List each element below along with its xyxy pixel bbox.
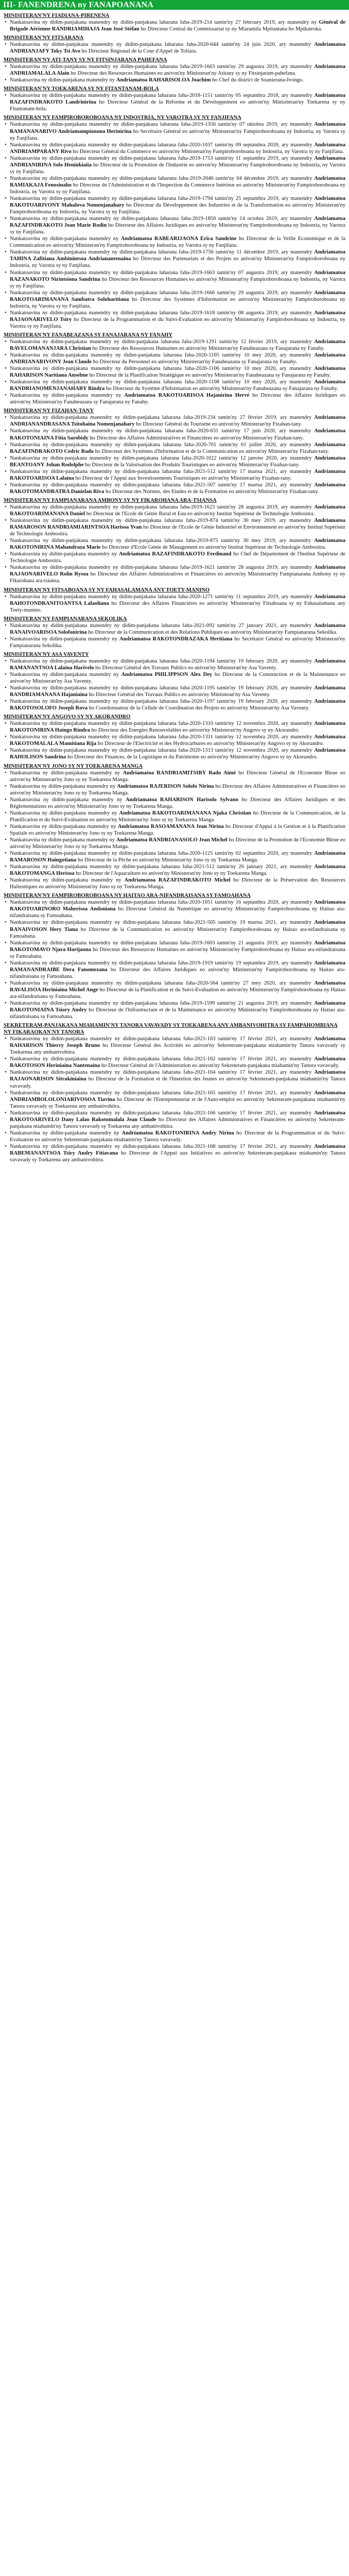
appointee-name: Andriamatoa RANDRIAMANANA Hajaniaina [10,685,345,698]
appointee-name: Andriamatoa RAKOTOARIMANANA Njaka Christian [119,810,251,816]
position-text: ho Chef du district de Soanierana-Ivongo. [211,77,304,83]
position-text: ho Secrétaire Général eo anivon'ny Ministeran'ny Fampiroboroboana ny Indostria, ny Varotra sy ny Fanjifana. [10,128,345,141]
position-text: ho Directeur Général des Activités eo anivon'ny Sekreteram-panjakana miahamin'ny Tanora vavavady sy Toekarena any ambanivohitra. [10,1043,345,1056]
decree-text: Nankatoavina ny didim-panjakana manendry ny [10,551,119,557]
position-text: ho Directeur des Ressources Humaines eo anivon'ny Ministeran'ny Fanabeazana sy Fanajarana ny Fanahy. [91,345,325,351]
appointment-entry [4,919,345,939]
position-text: ho Directeur du Développement des Industries et de la Transformation eo anivon'ny Ministeran'ny Fampiroboroboana ny Indostria, ny Varotra sy ny Fanjifana. [10,202,345,215]
decree-text: Nankatoavina ny didim-panjakana manendry ny didim-panjakana laharana faha-2020-564 tamin'ny 27 mey 2020, ary manendry [10,980,315,986]
appointee-name: Andriamatoa RAKOTOMANDRATRA Danielan Riva [10,482,345,495]
position-text: ho Directeur de la Préservation des Ressources Halieutiques eo anivon'ny Ministeran'ny Jono sy ny Toekarena Manga. [10,877,346,890]
decree-text: Nankatoavina ny didim-panjakana manendry ny didim-panjakana laharana faha-2020-1197 tamin'ny 19 febroary 2020, ary manendry [10,699,315,705]
position-text: ho Directeur de la Valorisation des Produits Touristiques eo anivon'ny Ministeran'ny Fizahan-tany. [83,462,300,468]
appointee-name: Andriamatoa RAZAFINDRAKOTO Landrinirina [10,93,345,106]
position-text: ho Directeur des Ressources Humaines eo anivon'ny Ministeran'ny Atitany sy ny Fitsinjaram-pahefana. [69,71,296,77]
appointment-entry [4,698,345,711]
appointment-entry [4,428,345,441]
position-text: ho Directeur du Personnel eo anivon'ny Ministeran'ny Fanabeazana sy Fanajarana ny Fanahy. [91,359,297,365]
appointment-entry [4,517,345,537]
appointment-entry [4,747,345,760]
appointment-entry [4,551,345,564]
appointee-name: Andriamatoa RAJAONARIVELO Tsiry [10,310,345,323]
decree-text: Nankatoavina ny didim-panjakana manendry ny [10,823,118,829]
appointment-entry [4,379,345,392]
appointment-entry [4,442,345,455]
appointment-entry [4,352,345,365]
decree-text: Nankatoavina ny didim-panjakana manendry ny [10,1130,122,1136]
appointee-name: Andriamatoa RAKOTOSON Heriniaina Nantenaina [10,1056,345,1069]
appointment-entry [4,671,345,685]
appointee-name: Andriamatoa RAKOTONIRINA Mahandraza Marie [10,538,345,551]
decree-text: Nankatoavina ny didim-panjakana manendry ny didim-panjakana laharana faha-2019-1663 tamin'ny 29 augustra 2019, ary manendry [10,64,315,70]
appointee-name: Andriamatoa ANDRIAMALALA Alain [10,64,345,77]
position-text: ho Directeur Général du Numérique eo anivon'ny Ministeran'ny Fampiroboroboana ny Haitao ara-nifandraisana sy Famoahana. [10,906,345,919]
ministry-title: MINISITERAN'NY JONO SY NY TOEKARENA MANGA [4,763,143,769]
decree-text: Nankatoavina ny didim-panjakana manendry ny didim-panjakana laharana faha-2019-1919 tamin'ny 19 septambra 2019, ary manendry [10,960,315,966]
appointment-entry [4,504,345,517]
position-text: ho Directeur de la Pêche eo anivon'ny Ministeran'ny Jono sy ny Toekarena Manga. [76,857,258,863]
appointee-name: Andriamatoa RAMANANDRAIBE Dera Fanomezana [10,960,345,973]
appointment-entry [4,121,345,141]
position-text: ho Directeur des Ressources Humaines eo anivon'ny Ministeran'ny Fampiroboroboana ny Haitao ara-nifandraisana sy Famoahana. [10,946,346,959]
appointment-entry [4,685,345,698]
appointee-name: Andriamatoa RAZAFINDRAKOTO Jean Marie Rodin [10,216,345,229]
position-text: ho Directeur de la Veille Economique et de la Communication eo anivon'ny Ministeran'ny Fampiroboroboana ny Indostria, ny Varotra sy ny Fanjifana. [10,236,345,249]
appointee-name: Andriamatoa RAKOTOARIMANANA Daniel [10,504,345,517]
position-text: ho Directeur des Affaires Administratives et Financières eo anivon'ny Sekreteram-panjakana miahamin'ny Tanora vavavady sy Toekarena any ambanivohitra. [10,1116,345,1129]
position-text: ho Directeur de l'Electricité et des Hydrocarbures eo anivon'ny Ministeran'ny Angovo sy ny Akorandro. [96,741,324,747]
decree-text: Nankatoavina ny didim-panjakana manendry ny [10,393,125,399]
position-text: ho Directeur de la Promotion de l'Economie Bleue eo anivon'ny Ministeran'ny Jono sy ny Toekarena Manga. [10,837,345,850]
decree-text: Nankatoavina ny didim-panjakana manendry ny didim-panjakana laharana faha-2019-1618 tamin'ny 08 augustra 2019, ary manendry [10,310,315,316]
decree-text: Nankatoavina ny didim-panjakana manendry ny didim-panjakana laharana faha-2019-1794 tamin'ny 25 septambra 2019, ary manendry [10,195,315,201]
position-text: ho Directeur des Affaires Financières eo anivon'ny Ministeran'ny Fitsaboana sy ny Fahasalamana any Toety-manino. [10,600,345,613]
appointee-name: Andriamatoa ANDRIANARIVONY Jean Claude [10,352,345,365]
position-text: ho Directeur Général du Tourisme eo anivon'ny Ministeran'ny Fizahan-tany. [134,421,302,428]
appointment-entry [4,468,345,482]
appointment-entry [4,142,345,155]
appointee-name: Andriamatoa RAKOTONDRAZAKA Heritiana [119,636,233,642]
ministry-title: SEKRETERAM-PANJAKANA MIAHAMIN'NY TANORA VAVAVADY SY TOEKARENA ANY AMBANIVOHITRA SY FAMPAHOMBIANA NY FIKARAOKAN'NY TANORA [4,1023,338,1036]
appointment-entry [4,1036,345,1056]
position-text: ho Chef de Département de l'Institut Supérieur de Technologie Ambositra. [10,551,346,564]
ministry-title: MINISITERAN'NY ASA VAVENTY [4,651,89,657]
position-text: ho Directeur des Systèmes d'Information et de la Communication eo anivon'ny Ministeran'ny Fizahan-tany. [93,448,329,454]
decree-text: Nankatoavina ny didim-panjakana manendry ny didim-panjakana laharana faha-2020-1108 tamin'ny 10 mey 2020, ary manendry [10,379,315,385]
position-text: ho Directeur Général de l'Economie Bleue eo anivon'ny Ministeran'ny Jono sy ny Toekarena Manga. [10,770,345,783]
appointment-entry [4,622,345,636]
decree-text: Nankatoavina ny didim-panjakana manendry ny didim-panjakana laharana faha-2021-165 tamin'ny 17 février 2021, ary manendry [10,1090,315,1096]
appointment-entry [4,1069,345,1089]
position-text: ho Directeur des Affaires Juridiques eo anivon'ny Ministeran'ny Fampiroboroboana ny Haitao ara-nifandraisana sy Famoahana. [10,967,346,979]
appointee-name: Andriamatoa RAHARISOLOA Joachim [116,77,211,83]
position-text: ho Directeur des Affaires Juridiques eo anivon'ny Ministeran'ny Fanabeazana sy Fanajarana ny Fanahy. [10,393,345,405]
decree-text: Nankatoavina ny didim-panjakana manendry ny didim-panjakana laharana faha-2020-701 tamin'ny 01 juillet 2020, ary manendry [10,442,315,448]
decree-text: Nankatoavina ny didim-panjakana manendry ny [10,837,116,843]
appointment-entry [4,960,345,980]
appointee-name: Andriamatoa RAKOTONIRINA Haingo Rindra [10,721,345,734]
appointee-name: Andriamatoa RAKOTOSOLOFO Joseph Rova [10,699,345,711]
appointee-name: Andriamatoa RAKOTOARIVONY Mahalova Nomenjanahary [10,195,345,209]
appointee-name: Andriamatoa RAKOTOMAVO Njara Harijaona [10,940,345,953]
section-banner: III- FANENDRENA ny FANAPOANANA [0,0,349,10]
appointee-name: Andriamatoa RAMANANTSOA Lalaina Harivelo [10,658,345,671]
position-text: ho Directeur des Affaires Administratives et Financières eo anivon'ny Ministeran'ny Jono sy ny Toekarena Manga. [10,783,346,796]
appointee-name: Andriamatoa RANDRIAMITSIRY Rado Aimé [123,770,236,776]
decree-text: Nankatoavina ny didim-panjakana manendry ny [10,796,126,803]
appointee-name: Andriamatoa RAJERISON Solofo Nirina [117,783,214,789]
appointee-name: Andriamatoa RAMIAKAJA Fenosinaho [10,175,345,188]
appointment-entry [4,850,345,863]
decree-text: Nankatoavina ny didim-panjakana manendry ny didim-panjakana laharana faha-2020-1037 tamin'ny 09 septambra 2020, ary manendry [10,142,315,148]
appointment-entry [4,899,345,919]
appointment-entry [4,837,345,850]
appointment-entry [4,215,345,235]
position-text: ho Directeur de la Construction et de la Maintenance eo anivon'ny Ministeran'ny Asa Vaventy. [10,671,345,684]
decree-text: Nankatoavina ny didim-panjakana manendry ny didim-panjakana laharana faha-2021-512 tamin'ny 26 janoary 2021, ary manendry [10,864,315,870]
position-text: ho Directeur de la Formation et de l'Insertion des Jeunes eo anivon'ny Sekreteram-panjakana miahamin'ny Tanora vavavady. [10,1076,345,1089]
decree-text: Nankatoavina ny didim-panjakana manendry ny didim-panjakana laharana faha-2021-164 tamin'ny 17 février 2021, ary manendry [10,1070,315,1076]
appointment-entry [4,310,345,330]
decree-text: Nankatoavina ny didim-panjakana manendry ny didim-panjakana laharana faha-2021-512 tamin'ny 17 martsa 2021, ary manendry [10,468,315,474]
position-text: ho Directeur d'Appui à la Gestion et à la Planification Spatiale eo anivon'ny Ministeran'ny Jono sy ny Toekarena Manga. [10,823,345,836]
position-text: ho Directeur d'Ecole Génie de Management eo anivon'ny Institut Supérieur de Technologie Ambositra. [100,545,326,551]
decree-text: Nankatoavina ny didim-panjakana manendry ny [10,77,116,83]
appointment-entry [4,594,345,614]
decree-text: Nankatoavina ny didim-panjakana manendry ny didim-panjakana laharana faha-2018-1151 tamin'ny 05 septambra 2018, ary manendry [10,93,315,99]
position-text: ho Directeur de la Programmation et du Suivi-Evaluation eo anivon'ny Sekreteram-panjakana miahamin'ny Tanora vavavady. [10,1130,345,1143]
decree-text: Nankatoavina ny didim-panjakana manendry ny didim-panjakana laharana faha-2020-1125 tamin'ny 02 septambra 2020, ary manendry [10,851,315,857]
position-text: ho Directeur Central du Commissariat sy ny Miaramila Mpitantana ho Mpikatroka. [139,26,322,32]
decree-text: Nankatoavina ny didim-panjakana manendry ny didim-panjakana laharana faha-2019-1603 tamin'ny 21 augustra 2019, ary manendry [10,940,315,946]
decree-text: Nankatoavina ny didim-panjakana manendry ny didim-panjakana laharana faha-2019-1753 tamin'ny 11 septambra 2019, ary manendry [10,155,315,161]
position-text: ho Secrétaire Général eo anivon'ny Ministeran'ny Fampianarana Sekolika. [10,636,346,649]
ministry-title: MINISITERAN'NY FIADIANA-PIRENENA [4,13,110,19]
appointee-name: Andriamatoa RANAIVOARISOA Solofonirina [10,622,345,635]
appointee-name: Andriamatoa RAVALISOA Heriniaina Michel Ange [10,980,345,993]
appointment-entry [4,77,345,83]
appointee-name: Andriamatoa RAZAFINDRAKOTO Cedric Rado [10,442,345,454]
appointment-entry [4,636,345,649]
appointee-name: Andriamatoa RAHOLISON Sandrina [10,748,345,760]
position-text: ho Directeur des Finances, de la Logistique et du Patrimoine eo anivon'ny Ministeran'ny Angovo sy ny Akorandro. [66,754,318,760]
appointee-name: Andriamatoa RABEMANANTSOA Tsiry Andry Fitiavana [10,1143,345,1156]
decree-text: Nankatoavina ny didim-panjakana manendry ny [10,877,125,884]
decree-text: Nankatoavina ny didim-panjakana manendry ny didim-panjakana laharana faha-2021-505 tamin'ny 19 martsa 2021, ary manendry [10,920,315,926]
appointee-name: Andriamatoa RAKOTONIAINA Fitia Sarobidy [10,428,345,441]
decree-text: Nankatoavina ny didim-panjakana manendry ny didim-panjakana laharana faha-2019-1756 tamin'ny 11 décembre 2019, ary manendry [10,249,315,256]
appointment-entry [4,92,345,112]
decree-text: Nankatoavina ny didim-panjakana manendry ny didim-panjakana laharana faha-2019-2046 tamin'ny 04 décembre 2019, ary manendry [10,175,315,181]
appointee-name: Andriamatoa RAHARISON Naritiana Anselme [10,366,345,379]
appointment-entry [4,1090,345,1110]
appointee-name: Andriamatoa RAMANANARIVO Andriamampionona Herinirina [10,122,345,134]
appointment-entry [4,1143,345,1163]
appointment-entry [4,980,345,1000]
position-text: ho Directeur de l'Aquaculture eo anivon'ny Ministeran'ny Jono sy ny Toekarena Manga. [74,871,268,877]
appointee-name: Andriamatoa RAJAONARIVELO Rolin Rysoa [10,565,345,578]
decree-text: Nankatoavina ny didim-panjakana manendry ny didim-panjakana laharana faha-2021-507 tamin'ny 17 martsa 2021, ary manendry [10,482,315,488]
appointment-entry [4,19,345,32]
appointee-name: Andriamatoa RAJAONARISON Sitrakiniaina [10,1070,345,1082]
decree-text: Nankatoavina ny didim-panjakana manendry ny didim-panjakana laharana faha-2019-214 tamin'ny 27 febroary 2019, ary manendry ny [10,20,319,25]
decree-text: Nankatoavina ny didim-panjakana manendry ny didim-panjakana laharana faha-2020-1194 tamin'ny 19 febroary 2020, ary manendry [10,658,315,664]
appointee-name: Andriamatoa RAMAROSON Haingotiana [10,851,345,863]
appointment-entry [4,734,345,747]
ministry-title: MINISITERAN'NY FAMPIANARANA AMBONY SY NY FIKAROHANA ARA-TSIANSA [4,497,217,503]
position-text: ho Directeur de la Planification et du Suivi-Evaluation eo anivon'ny Ministeran'ny Fampiroboroboana ny Haitao ara-nifandraisana sy Famoahana. [10,987,345,999]
decree-text: Nankatoavina ny didim-panjakana manendry ny didim-panjakana laharana faha-2019-1291 tamin'ny 12 février 2019, ary manendry [10,338,315,345]
decree-text: Nankatoavina ny didim-panjakana manendry ny didim-panjakana laharana faha-2019-234 tamin'ny 27 février 2019, ary manendry [10,415,315,421]
appointment-entry [4,269,345,290]
appointee-name: Andriamatoa RAKOTOMALALA Mamitiana Rija [10,734,345,747]
position-text: ho Directeur de la Programmation et du Suivi-Evaluation eo anivon'ny Ministeran'ny Fampiroboroboana ny Indostria, ny Varotra sy ny Fanjifana. [10,316,345,329]
decree-text: Nankatoavina ny didim-panjakana manendry ny didim-panjakana laharana faha-2020-1022 tamin'ny 12 janvier 2020, ary manendry [10,455,315,461]
appointee-name: Andriamatoa ANDRIANJAFY Toky Tsi Avo [10,42,345,55]
position-text: ho Directeur de la Planification Stratégique eo anivon'ny Ministeran'ny Fanabeazana sy Fanajarana ny Fanahy. [88,372,331,379]
position-text: ho Coordonnateur de la Cellule de Coordination des Projets eo anivon'ny Ministeran'ny Asa Vaventy. [88,705,310,711]
appointment-entry [4,365,345,379]
appointee-name: Andriamatoa RANDRIANASOLO Jean Michel [116,837,228,843]
ministry-title: MINISITERAN'NY FIZAHAN-TANY [4,408,94,414]
ministry-title: MINISITERAN'NY TOEKARENA SY NY FITANTANAM-BOLA [4,86,159,92]
appointment-entry [4,455,345,468]
decree-text: Nankatoavina ny didim-panjakana manendry ny [10,770,123,776]
decree-text: Nankatoavina ny didim-panjakana manendry ny didim-panjakana laharana faha-2020-1051 tamin'ny 16 septambra 2020, ary manendry [10,900,315,906]
decree-text: Nankatoavina ny didim-panjakana manendry ny didim-panjakana laharana faha-2019-1621 tamin'ny 28 augustra 2019, ary manendry [10,565,315,571]
decree-text: Nankatoavina ny didim-panjakana manendry ny didim-panjakana laharana faha-2019-1666 tamin'ny 29 augustra 2019, ary manendry [10,290,315,296]
appointment-entry [4,392,345,405]
position-text: ho Directeur de l'Entrepreneuriat et de l'Auto-emploi eo anivon'ny Sekreteram-panjakana miahamin'ny Tanora vavavady sy Toekarena any ambanivohitra. [10,1096,345,1109]
position-text: ho Directeur de la Communication eo anivon'ny Ministeran'ny Fampiroboroboana ny Haitao ara-nifandraisana sy Famoahana. [10,926,346,939]
position-text: ho Directeur de l'Administration et de l'Inspection du Commerce Intérieur eo anivon'ny Ministeran'ny Fampiroboroboana ny Indostria, ny Varotra sy ny Fanjifana. [10,182,346,195]
appointee-name: Andriamatoa RAKOTOARIVELO Dany Lalao Rakotomalala Jean Claude [10,1110,345,1123]
decree-text: Nankatoavina ny didim-panjakana manendry ny didim-panjakana laharana faha-2021-168 tamin'ny 17 février 2021, ary manendry [10,1143,315,1149]
appointment-entry [4,863,345,877]
appointee-name: Andriamatoa RANAIVOSON Hery Tiana [10,920,345,933]
position-text: ho Directeur Général de la Réforme et du Développement eo anivon'ny Minisiteran'ny Toekarena sy ny Fitantanam-bola. [10,99,345,112]
decree-text: Nankatoavina ny didim-panjakana manendry ny didim-panjakana laharana faha-2020-1105 tamin'ny 10 mey 2020, ary manendry [10,352,315,359]
appointee-name: Andriamatoa TAHINA Zafitiana Ambinintsoa Andrianantenaina [10,249,345,262]
ministry-title: MINISITERAN'NY ATI-TANY SY NY FITSINJARANA PAHEFANA [4,57,167,63]
appointments-list [0,10,349,1165]
appointment-entry [4,783,345,796]
decree-text: Nankatoavina ny didim-panjakana manendry ny didim-panjakana laharana faha-2021-092 tamin'ny 27 janoary 2021, ary manendry [10,622,315,629]
appointment-entry [4,1056,345,1069]
appointment-entry [4,175,345,195]
position-text: ho Directeur des Affaires Juridiques et des Réglementations eo anivon'ny Ministeran'ny Jono sy ny Toekarena Manga. [10,796,345,809]
ministry-title: MINISITERAN'NY FAMPIROBOROBOANA NY HAITAO ARA-NIFANDRAISANA SY FAMOAHANA [4,893,251,899]
position-text: ho Directeur de la Promotion de l'Industrie eo anivon'ny Ministeran'ny Fampiroboroboana ny Indostria, ny Varotra sy ny Fanjifana. [10,162,345,175]
appointee-name: Andriamatoa RAZANAKOTO Nirintsiona Sandrina [10,269,345,282]
position-text: ho Directeur des Partenariats et des Projets eo anivon'ny Ministeran'ny Fampiroboroboana ny Indostria, ny Varotra sy ny Fanjifana. [10,256,345,269]
appointee-name: Andriamatoa RANDRIANOMENJANAHARY Rindra [10,379,345,392]
appointee-name: Andriamatoa BEANTOANY Johan Rodolphe [10,455,345,468]
position-text: ho Directeur de l'Appui aux Initiatives eo anivon'ny Sekreteram-panjakana miahamin'ny Tanora vavavady sy Toekarena any ambanivohitra. [10,1150,346,1163]
decree-text: Nankatoavina ny didim-panjakana manendry ny didim-panjakana laharana faha-2020-1106 tamin'ny 10 mey 2020, ary manendry [10,366,315,372]
ministry-title: MINISITERAN'NY ANGOVO SY NY AKORANDRO [4,714,131,720]
position-text: ho Directeur de l'Ecole de Génie Rural et Eau eo anivon'ny Institut Supérieur de Technologie Ambositra. [85,511,315,517]
appointee-name: Andriamatoa RAKOTOARISOA Lalaina [10,468,345,481]
appointee-name: Andriamatoa RAHOTONDRANITOANTSA Lalaoliana [10,594,345,606]
position-text: ho Directeur des Affaires Juridiques eo anivon'ny Ministeran'ny Fampiroboroboana ny Indostria, ny Varotra sy ny Fanjifana. [10,223,345,235]
appointment-entry [4,338,345,352]
appointment-entry [4,195,345,215]
ministry-title: MINISITERAN'NY FITSABOANA SY NY FAHASALAMANA ANY TOETY-MANINO [4,587,210,593]
decree-text: Nankatoavina ny didim-panjakana manendry ny didim-panjakana laharana faha-2019-874 tamin'ny 30 mey 2019, ary manendry [10,518,315,524]
appointee-name: Andriamatoa ANDRIAMPARANY Rivo [10,142,345,155]
appointment-entry [4,41,345,55]
appointee-name: Andriamatoa RAKOTOARISOA Hajanirina Hervé [124,393,250,399]
position-text: ho Directeur Général des Travaux Publics eo anivon'ny Ministeran'ny Asa Vaventy. [94,665,277,671]
decree-text: Nankatoavina ny didim-panjakana manendry ny didim-panjakana laharana faha-2021-166 tamin'ny 17 février 2021, ary manendry [10,1110,315,1116]
appointment-entry [4,877,345,890]
position-text: ho Directeur de l'Infrastructure et de la Maintenance eo anivon'ny Ministeran'ny Fampiroboroboana ny Haitao ara-nifandraisana sy Famoahana. [10,1007,345,1020]
appointee-name: Andriamatoa RAHARISON Thierry Joseph Bruno [10,1036,345,1049]
decree-text: Nankatoavina ny didim-panjakana manendry ny didim-panjakana laharana faha-2019-1623 tamin'ny 28 augustra 2019, ary manendry [10,504,315,510]
appointment-entry [4,290,345,310]
position-text: ho Directeur de la Communication, de la Planification et du Suivi-Evaluation eo anivon'ny Ministeran'ny Jono sy ny Toekarena Manga. [10,810,345,823]
decree-text: Nankatoavina ny didim-panjakana manendry ny [10,671,121,677]
appointment-entry [4,1000,345,1020]
appointment-entry [4,940,345,960]
appointee-name: Andriamatoa RAHARISON Harisolo Sylvano [126,796,239,803]
decree-text: Nankatoavina ny didim-panjakana manendry ny didim-panjakana laharana faha-2019-1599 tamin'ny 21 augustra 2019, ary manendry [10,1001,315,1007]
appointee-name: Andriamatoa ANDRIAMBOLOLONIARIVOSOA Tiavina [10,1090,345,1103]
appointment-entry [4,155,345,175]
appointee-name: Andriamatoa RAZAFINDRAKOTO Ferdinand [119,551,232,557]
appointee-name: Andriamatoa RAKOTONIAINA Tsiory Andry [10,1001,345,1013]
appointee-name: Andriamatoa RAZAFINDRAKOTO Michel [124,877,231,884]
appointee-name: Andriamatoa RABEARIJAONA Erica Sandrine [120,236,237,242]
decree-text: Nankatoavina ny didim-panjakana manendry ny didim-panjakana laharana faha-2021-162 tamin'ny 17 février 2021, ary manendry [10,1056,315,1062]
document-page [0,0,349,1165]
appointment-entry [4,658,345,671]
appointment-entry [4,770,345,783]
appointment-entry [4,796,345,810]
appointment-entry [4,810,345,823]
appointment-entry [4,564,345,584]
decree-text: Nankatoavina ny didim-panjakana manendry ny didim-panjakana laharana faha-2020-631 tamin'ny 17 juin 2020, ary manendry [10,428,315,434]
decree-text: Nankatoavina ny didim-panjakana manendry ny didim-panjakana laharana faha-2019-1663 tamin'ny 07 augustra 2019, ary manendry [10,269,315,276]
decree-text: Nankatoavina ny didim-panjakana manendry ny didim-panjakana laharana faha-2020-1313 tamin'ny 12 novembra 2020, ary manendry [10,748,315,754]
position-text: ho Directeur des Normes, des Etudes et de la Formation eo anivon'ny Ministeran'ny Fizahan-tany. [104,488,319,495]
decree-text: Nankatoavina ny didim-panjakana manendry ny [10,810,119,816]
appointment-entry [4,414,345,428]
appointee-name: Andriamatoa RAKOTOARIMANANA Sambatra Soloharitiana [10,290,345,302]
position-text: ho Directeur Général de l'Administration eo anivon'ny Sekreteram-panjakana miahamin'ny Tanora vavavady. [100,1063,339,1069]
decree-text: Nankatoavina ny didim-panjakana manendry ny [10,236,121,242]
position-text: ho Directeur Général des Travaux Publics eo anivon'ny Ministeran'ny Asa Vaventy. [87,692,271,698]
decree-text: Nankatoavina ny didim-panjakana manendry ny didim-panjakana laharana faha-2019-1356 tamin'ny 07 oktobra 2019, ary manendry [10,122,315,128]
decree-text: Nankatoavina ny didim-panjakana manendry ny didim-panjakana laharana faha-2019-875 tamin'ny 30 mey 2019, ary manendry [10,538,315,544]
appointee-name: Andriamatoa RAVELOMANANJARA Christian [10,338,345,351]
ministry-title: MINISITERAN'NY FITSARANA [4,35,84,41]
decree-text: Nankatoavina ny didim-panjakana manendry ny [10,783,117,789]
position-text: ho Directeur Régional de la Cour d'Appel de Toliara. [80,48,197,55]
decree-text: Nankatoavina ny didim-panjakana manendry ny [10,636,120,642]
decree-text: Nankatoavina ny didim-panjakana manendry ny didim-panjakana laharana faha-2020-1271 tamin'ny 11 septambra 2019, ary manendry [10,594,315,600]
decree-text: Nankatoavina ny didim-panjakana manendry ny didim-panjakana laharana faha-2020-644 tamin'ny 24 juin 2020, ary manendry [10,42,315,48]
ministry-title: MINISITERAN'NY FANABEAZANA SY FANAJARANA NY FANAHY [4,332,173,338]
appointment-entry [4,1110,345,1130]
appointment-entry [4,482,345,495]
appointee-name: Andriamatoa PHILIPPSON Alex Dey [121,671,213,677]
appointment-entry [4,235,345,249]
appointee-name: Andriamatoa RAKOTOARINORO Maherisoa Andoniana [10,900,345,912]
decree-text: Nankatoavina ny didim-panjakana manendry ny didim-panjakana laharana faha-2021-163 tamin'ny 17 février 2021, ary manendry [10,1036,315,1042]
position-text: ho Directeur de l'Appui aux Investissements Touristiques eo anivon'ny Ministeran'ny Fizahan-tany. [74,475,292,481]
appointee-name: Andriamatoa RAMAROSON RANDRIAMIARINTSOA Harisoa Yvan [10,518,345,531]
position-text: ho Directeur de la Communication et des Relations Publiques eo anivon'ny Ministeran'ny Fampianarana Sekolika. [86,629,338,635]
position-text: ho Directeur des Systèmes d'Information eo anivon'ny Ministeran'ny Fampiroboroboana ny Indostria, ny Varotra sy ny Fanjifana. [10,296,346,309]
ministry-title: MINISITERAN'NY FAMPIANARANA SEKOLIKA [4,616,127,622]
appointment-entry [4,823,345,837]
appointment-entry [4,249,345,269]
appointment-entry [4,720,345,734]
position-text: ho Directeur Général du Commerce eo anivon'ny Ministeran'ny Fampiroboroboana ny Indostria, ny Varotra sy ny Fanjifana. [71,148,344,155]
position-text: ho Directeur des Affaires Administratives et Financières eo anivon'ny Ministeran'ny Fizahan-tany. [88,435,304,441]
position-text: ho Directeur du Système d'Information eo anivon'ny Ministeran'ny Fanabeazana sy Fanajarana ny Fanahy. [104,386,338,392]
appointee-name: Andriamatoa ANDRIANIRINA Solo Heninkiaiia [10,155,345,168]
ministry-title: MINISITERAN'NY FAMPIROBOROBOANA NY INDOSTRIA, NY VAROTRA SY NY FANJIFANA [4,115,241,121]
position-text: ho Directeur de l'Ecole de Génie Industriel et Environnement eo anivon'ny Institut Supérieur de Technologie Ambositra. [10,524,345,537]
position-text: ho Directeur des Ressources Humaines eo anivon'ny Ministeran'ny Fampiroboroboana ny Indostria, ny Varotra sy ny Fanjifana. [10,276,345,289]
decree-text: Nankatoavina ny didim-panjakana manendry ny didim-panjakana laharana faha-2020-1310 tamin'ny 12 novembra 2020, ary manendry [10,721,315,727]
position-text: ho Directeur des Energies Renouvelables eo anivon'ny Ministeran'ny Angovo sy ny Akorandro. [90,727,300,734]
appointee-name: Andriamatoa RAKOTOMANGA Herisoa [10,864,345,877]
decree-text: Nankatoavina ny didim-panjakana manendry ny didim-panjakana laharana faha-2019-1850 tamin'ny 14 octobra 2019, ary manendry [10,216,315,222]
appointee-name: Général de Brigade Aérienne RANDRIAMIHAJA Jean José Stéfan [10,20,345,32]
position-text: ho Directeur des Affaires Administratives et Financières eo anivon'ny Ministeran'ny Fampianarana Ambony sy ny Fikarohana ara-tsiansa. [10,571,346,584]
appointment-entry [4,537,345,551]
appointee-name: Andriamatoa RAKOTONIRINA Andry Nirina [121,1130,234,1136]
appointment-entry [4,1130,345,1143]
appointee-name: Andriamatoa ANDRIANANDRASANA Tsitohaina Nomenjanahary [10,415,345,428]
appointment-entry [4,63,345,77]
decree-text: Nankatoavina ny didim-panjakana manendry ny didim-panjakana laharana faha-2020-1311 tamin'ny 12 novembra 2020, ary manendry [10,734,315,740]
decree-text: Nankatoavina ny didim-panjakana manendry ny didim-panjakana laharana faha-2020-1195 tamin'ny 19 febroary 2020, ary manendry [10,685,315,691]
appointee-name: Andriamatoa RASOAMANANA Jean Nirina [117,823,224,829]
